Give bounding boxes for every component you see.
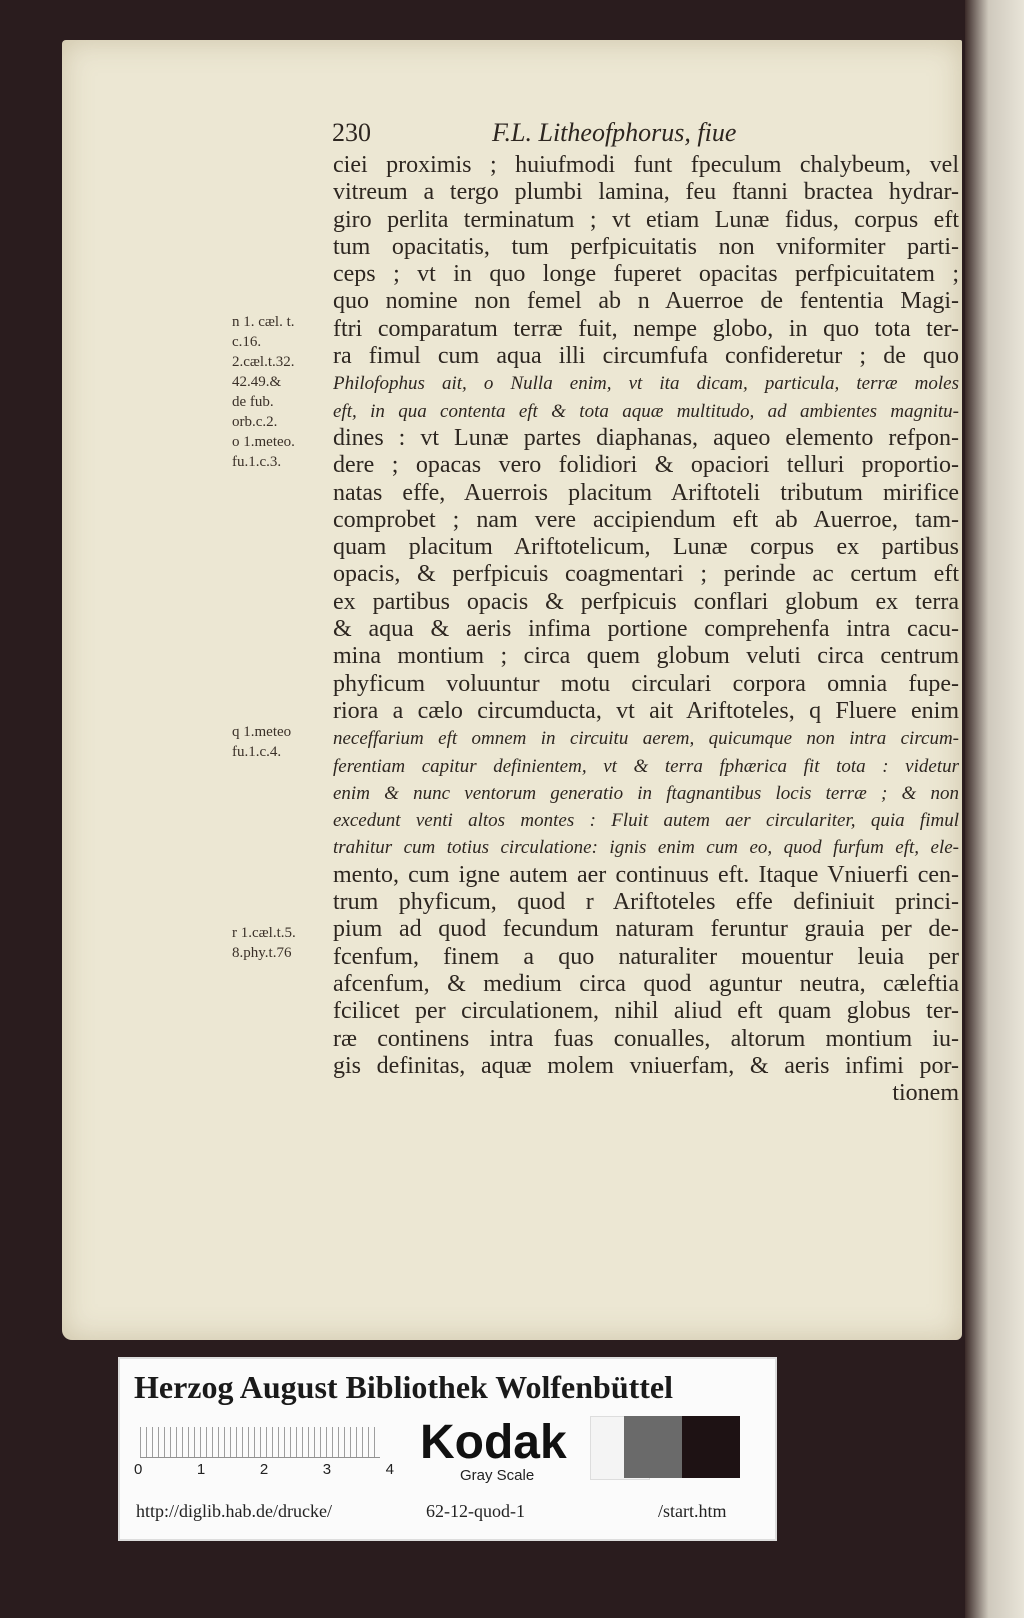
text-line: trum phyficum, quod r Ariftoteles effe definiuit princi- (333, 889, 959, 916)
marginal-note-line: 42.49.& (232, 374, 282, 390)
marginal-note (232, 722, 322, 762)
text-line: ceps ; vt in quo longe fuperet opacitas perfpicuitatem ; (333, 261, 959, 288)
marginal-note-line: 8.phy.t.76 (232, 945, 292, 961)
scale-ruler (140, 1427, 380, 1458)
scale-number: 1 (196, 1461, 206, 1478)
scale-number: 0 (134, 1461, 143, 1478)
marginal-note-line: de fub. (232, 394, 274, 410)
text-line: vitreum a tergo plumbi lamina, feu ftanni bractea hydrar- (333, 179, 959, 206)
scale-number: 3 (322, 1461, 332, 1478)
gray-patch-mid (624, 1416, 682, 1478)
text-line: ra fimul cum aqua illi circumfufa confideretur ; de quo (333, 343, 959, 370)
marginal-note-line: fu.1.c.3. (232, 454, 282, 470)
marginal-note (232, 312, 322, 472)
text-line: ferentiam capitur definientem, vt & terra fphærica fit tota : videtur (333, 755, 959, 777)
text-line: tionem (892, 1080, 959, 1107)
marginal-note-line: 2.cæl.t.32. (232, 354, 295, 370)
gray-scale-label: Gray Scale (460, 1467, 535, 1484)
text-line: afcenfum, & medium circa quod aguntur neutra, cæleftia (333, 970, 959, 997)
text-line: fcenfum, finem a quo naturaliter mouentur leuia per (333, 943, 959, 970)
text-line: natas effe, Auerrois placitum Ariftoteli tributum mirifice (333, 479, 959, 506)
url-end: /start.htm (658, 1501, 727, 1521)
marginal-note-line: c.16. (232, 334, 262, 350)
marginal-note-line: orb.c.2. (232, 414, 278, 430)
url-base: http://diglib.hab.de/drucke/ (136, 1501, 332, 1521)
text-line: Philofophus ait, o Nulla enim, vt ita dicam, particula, terræ moles (333, 373, 959, 395)
text-line: riora a cælo circumducta, vt ait Ariftoteles, q Fluere enim (333, 697, 959, 724)
marginal-note-line: fu.1.c.4. (232, 744, 282, 760)
running-title: F.L. Litheofphorus, fiue (492, 118, 737, 147)
text-line: gis definitas, aquæ molem vniuerfam, & aeris infimi por- (333, 1052, 959, 1079)
library-label (118, 1357, 777, 1541)
text-line: dere ; opacas vero folidiori & opaciori telluri proportio- (333, 452, 959, 479)
text-line: & aqua & aeris infima portione comprehenfa intra cacu- (333, 616, 959, 643)
text-line: dines : vt Lunæ partes diaphanas, aqueo elemento refpon- (333, 424, 959, 451)
text-line: eft, in qua contenta eft & tota aquæ multitudo, ad ambientes magnitu- (333, 400, 959, 422)
text-line: giro perlita terminatum ; vt etiam Lunæ fidus, corpus eft (333, 206, 959, 233)
library-name: Herzog August Bibliothek Wolfenbüttel (134, 1369, 674, 1405)
text-line: mento, cum igne autem aer continuus eft. Itaque Vniuerfi cen- (333, 861, 959, 888)
text-line: neceffarium eft omnem in circuitu aerem, quicumque non intra circum- (333, 728, 959, 750)
text-line: opacis, & perfpicuis coagmentari ; perinde ac certum eft (333, 561, 959, 588)
url-id: 62-12-quod-1 (426, 1501, 525, 1521)
page-number: 230 (332, 118, 371, 147)
text-line: tum opacitatis, tum perfpicuitatis non vniformiter parti- (333, 233, 959, 260)
adjacent-page-edge (965, 0, 1024, 1618)
text-line: excedunt venti altos montes : Fluit autem aer circulariter, quia fimul (333, 810, 959, 832)
text-line: quo nomine non femel ab n Auerroe de fententia Magi- (333, 288, 959, 315)
kodak-logo: Kodak (420, 1416, 567, 1469)
marginal-note-line: o 1.meteo. (232, 434, 295, 450)
text-line: trahitur cum totius circulatione: ignis enim cum eo, quod furfum eft, ele- (333, 837, 959, 859)
text-line: comprobet ; nam vere accipiendum eft ab Auerroe, tam- (333, 506, 959, 533)
text-line: mina montium ; circa quem globum veluti circa centrum (333, 643, 959, 670)
marginal-note-line: r 1.cæl.t.5. (232, 925, 296, 941)
scale-number: 4 (385, 1461, 394, 1478)
marginal-note-line: n 1. cæl. t. (232, 314, 295, 330)
gray-patch-black (682, 1416, 740, 1478)
text-line: enim & nunc ventorum generatio in ftagnantibus locis terræ ; & non (333, 782, 959, 804)
text-line: fcilicet per circulationem, nihil aliud eft quam globus ter- (333, 998, 959, 1025)
text-line: phyficum voluuntur motu circulari corpora omnia fupe- (333, 670, 959, 697)
text-line: ciei proximis ; huiufmodi funt fpeculum chalybeum, vel (333, 152, 959, 178)
page-header (332, 118, 932, 150)
scale-number: 2 (259, 1461, 269, 1478)
text-line: ftri comparatum terræ fuit, nempe globo, in quo tota ter- (333, 315, 959, 342)
text-line: ræ continens intra fuas conualles, altorum montium iu- (333, 1025, 959, 1052)
marginal-note-line: q 1.meteo (232, 724, 292, 740)
main-text (333, 152, 959, 1107)
text-line: ex partibus opacis & perfpicuis conflari globum ex terra (333, 588, 959, 615)
scale-numbers (134, 1461, 394, 1478)
text-line: quam placitum Ariftotelicum, Lunæ corpus ex partibus (333, 534, 959, 561)
marginal-note (232, 923, 322, 963)
text-line: pium ad quod fecundum naturam feruntur grauia per de- (333, 916, 959, 943)
